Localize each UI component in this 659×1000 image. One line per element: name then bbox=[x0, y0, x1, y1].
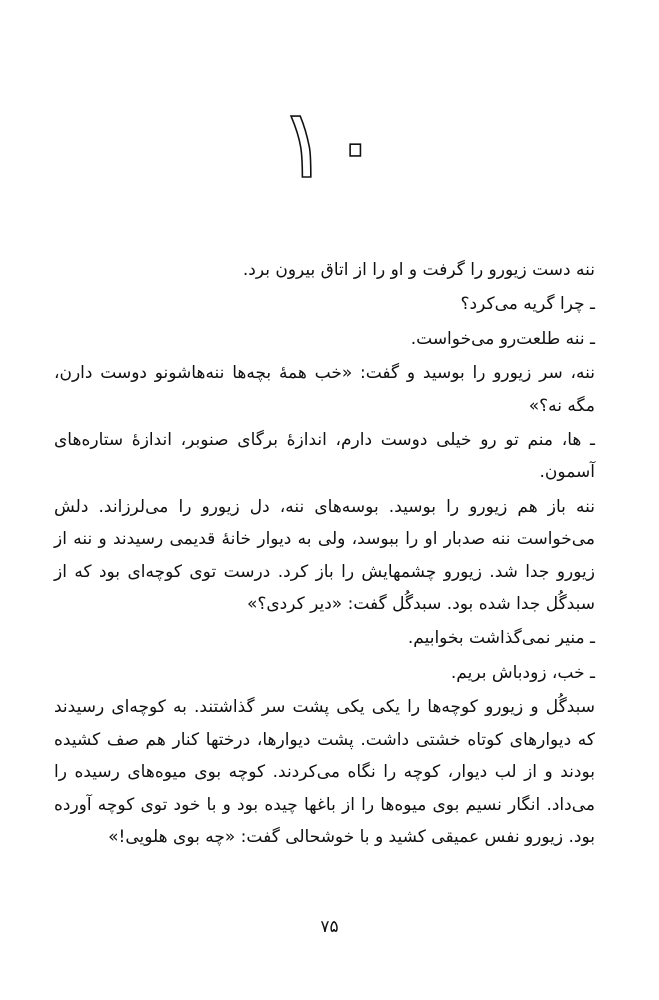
dialogue-line: ـ چرا گریه می‌کرد؟ bbox=[460, 294, 595, 315]
chapter-number: ۱۰ bbox=[277, 88, 382, 200]
dialogue-line: ـ منیر نمی‌گذاشت بخوابیم. bbox=[407, 628, 595, 649]
dialogue-line: ـ ها، منم تو رو خیلی دوست دارم، اندازهٔ برگای صنوبر، اندازهٔ ستاره‌های آسمون. bbox=[54, 430, 595, 483]
paragraph: سبدگُل و زیورو کوچه‌ها را یکی یکی پشت سر گذاشتند. به کوچه‌ای رسیدند که دیوارهای کوتاه خشتی داشت. پشت دیوارها، درختها کنار هم صف کشیده بودند و از لب دیوار، کوچه را نگاه می‌کردند. کوچه بوی میوه‌های رسیده را می‌داد. انگار نسیم بوی میوه‌ها را از باغها چیده بود و با خود توی کوچه آورده بود. زیورو نفس عمیقی کشید و با خوشحالی گفت: «چه بوی هلویی!» bbox=[54, 697, 595, 847]
chapter-body bbox=[54, 254, 595, 853]
dialogue-line: ـ خب، زودباش بریم. bbox=[450, 662, 595, 683]
paragraph: ننه دست زیورو را گرفت و او را از اتاق بیرون برد. bbox=[242, 260, 595, 280]
page-number: ۷۵ bbox=[320, 917, 339, 937]
paragraph: ننه، سر زیورو را بوسید و گفت: «خب همهٔ بچه‌ها ننه‌هاشونو دوست دارن، مگه نه؟» bbox=[54, 363, 595, 416]
paragraph: ننه باز هم زیورو را بوسید. بوسه‌های ننه، دل زیورو را می‌لرزاند. دلش می‌خواست ننه صدبار او را ببوسد، ولی به دیوار خانهٔ قدیمی رسیدند و ننه از زیورو جدا شد. زیورو چشمهایش را باز کرد. درست توی کوچه‌ای بود که از سبدگُل جدا شده بود. سبدگُل گفت: «دیر کردی؟» bbox=[54, 496, 595, 615]
dialogue-line: ـ ننه طلعت‌رو می‌خواست. bbox=[410, 328, 595, 349]
